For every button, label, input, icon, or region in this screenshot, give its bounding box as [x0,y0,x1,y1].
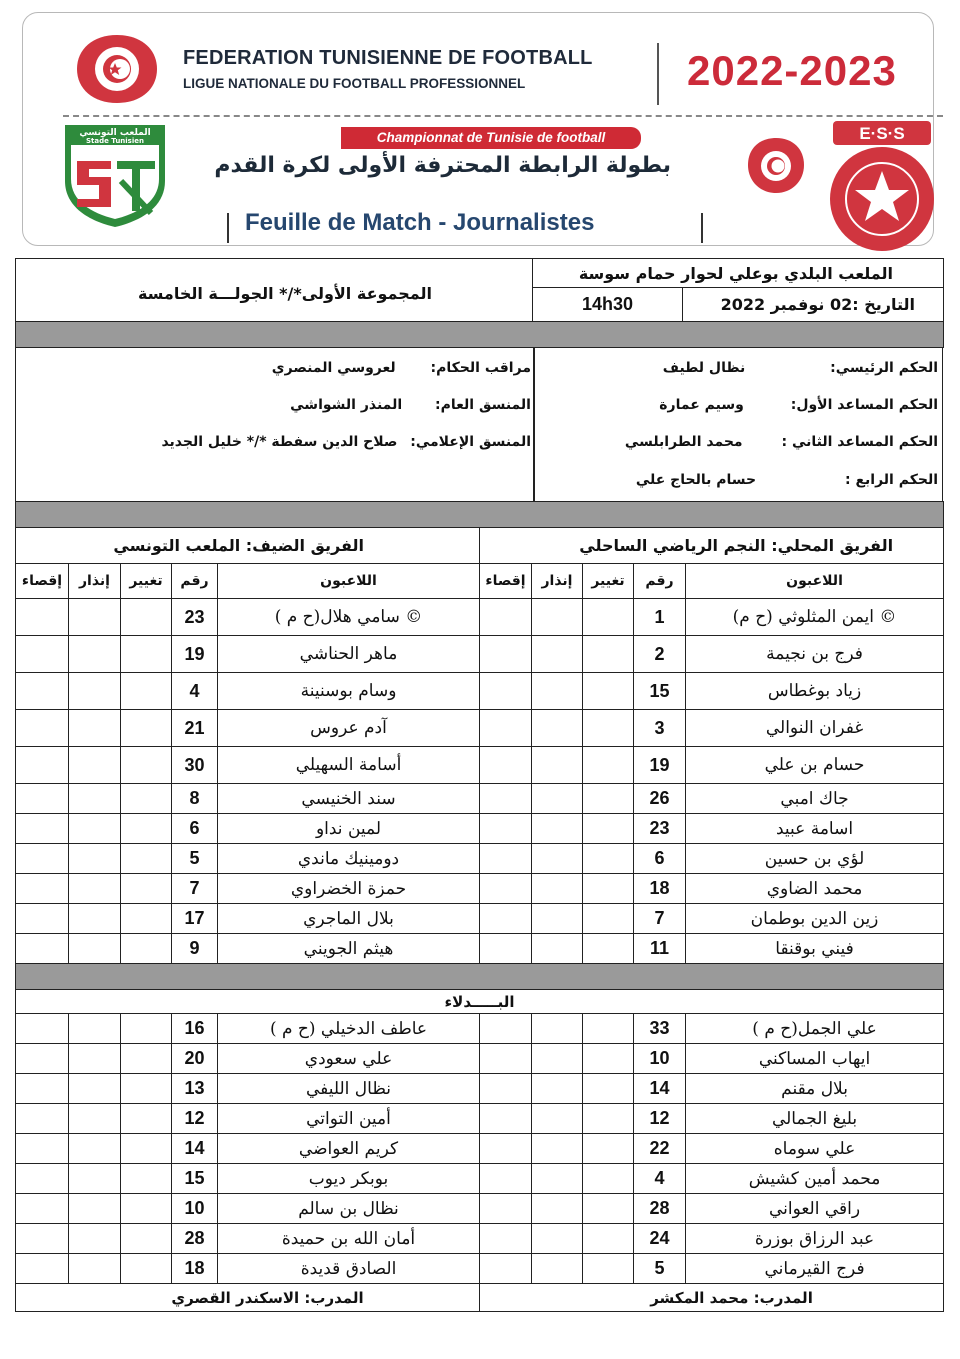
away-player-number: 10 [172,1194,218,1224]
empty-cell [16,1194,69,1224]
home-player-name: جاك امبي [686,784,944,814]
empty-cell [69,1134,121,1164]
column-header-warning: إنذار [69,564,121,599]
home-player-name: علي سوماه [686,1134,944,1164]
home-player-name: فرج بن نجيمة [686,636,944,673]
empty-cell [121,1224,172,1254]
official-row [538,360,938,376]
column-header-expulsion: إقصاء [16,564,69,599]
title-bar-right [701,213,703,243]
stadium: الملعب البلدي بوعلي لحوار حمام سوسة [533,259,944,288]
lineups-table [15,501,944,1312]
column-header-sub: تغيير [583,564,634,599]
federation-heading [183,47,593,91]
empty-cell [532,710,583,747]
empty-cell [121,784,172,814]
empty-cell [69,1044,121,1074]
away-logo-arabic: الملعب التونسي [79,128,151,138]
empty-cell [16,904,69,934]
empty-cell [121,904,172,934]
empty-cell [583,844,634,874]
away-player-number: 19 [172,636,218,673]
away-player-name: آدم عروس [218,710,480,747]
empty-cell [69,1164,121,1194]
separator-bar [16,502,944,528]
column-header-players: اللاعبون [686,564,944,599]
official-label: الحكم المساعد الثاني : [781,434,938,450]
empty-cell [16,784,69,814]
league-name: LIGUE NATIONALE DU FOOTBALL PROFESSIONNEL [183,76,526,91]
empty-cell [69,904,121,934]
separator-bar [16,964,944,990]
empty-cell [16,1164,69,1194]
empty-cell [16,1044,69,1074]
empty-cell [69,874,121,904]
away-team-title: الفريق الضيف: الملعب التونسي [16,528,480,564]
official-row [538,397,938,413]
home-player-number: 24 [634,1224,686,1254]
official-label: المنسق الإعلامي: [410,434,531,450]
away-logo-french: Stade Tunisien [86,137,144,145]
empty-cell [121,934,172,964]
home-player-name: فرج القيرماني [686,1254,944,1284]
empty-cell [69,784,121,814]
empty-cell [583,1224,634,1254]
home-player-name: ايمن المثلوثي (ح م) © [686,599,944,636]
table-row [16,1044,944,1074]
empty-cell [583,1104,634,1134]
empty-cell [16,636,69,673]
table-row [16,1134,944,1164]
away-player-name: أسامة السهيلي [218,747,480,784]
home-player-number: 28 [634,1194,686,1224]
empty-cell [583,1014,634,1044]
empty-cell [121,1074,172,1104]
empty-cell [532,747,583,784]
home-player-number: 12 [634,1104,686,1134]
away-player-number: 5 [172,844,218,874]
empty-cell [532,599,583,636]
empty-cell [480,1164,532,1194]
away-player-number: 21 [172,710,218,747]
coach-row [16,1284,944,1312]
empty-cell [532,1164,583,1194]
home-player-name: زياد بوغطاس [686,673,944,710]
home-player-name: اسامة عبيد [686,814,944,844]
home-player-name: حسام بن علي [686,747,944,784]
away-player-name: أمان الله بن حميدة [218,1224,480,1254]
empty-cell [480,710,532,747]
empty-cell [532,934,583,964]
empty-cell [121,874,172,904]
sheet-header [22,12,934,246]
championship-banner [181,125,741,195]
empty-cell [16,1104,69,1134]
table-row [16,784,944,814]
empty-cell [69,710,121,747]
empty-cell [532,673,583,710]
empty-cell [532,1014,583,1044]
empty-cell [121,747,172,784]
empty-cell [121,1194,172,1224]
empty-cell [69,1074,121,1104]
empty-cell [69,934,121,964]
kickoff-time: 14h30 [533,288,683,322]
column-header-number: رقم [172,564,218,599]
away-player-name: الصادق قديدة [218,1254,480,1284]
official-name: محمد الطرابلسي [624,434,743,450]
official-name: حسام بالحاج علي [635,472,757,488]
empty-cell [532,844,583,874]
away-player-name: هيثم الجويني [218,934,480,964]
empty-cell [121,636,172,673]
empty-cell [480,636,532,673]
empty-cell [69,1224,121,1254]
subs-title: البـــــدلاء [16,990,944,1014]
empty-cell [480,599,532,636]
empty-cell [480,1074,532,1104]
empty-cell [69,1104,121,1134]
away-player-number: 30 [172,747,218,784]
separator-row [16,964,944,990]
table-row [16,1074,944,1104]
title-bar-left [227,213,229,243]
empty-cell [16,844,69,874]
empty-cell [532,1044,583,1074]
empty-cell [121,1164,172,1194]
home-player-name: غفران النوالي [686,710,944,747]
home-player-name: ايهاب المساكني [686,1044,944,1074]
away-player-name: ماهر الحناشي [218,636,480,673]
empty-cell [69,814,121,844]
table-row [16,1014,944,1044]
season: 2022-2023 [687,47,897,94]
empty-cell [480,1044,532,1074]
etoile-sahel-logo-icon [815,121,949,253]
ftf-logo-icon [71,31,163,107]
empty-cell [480,874,532,904]
table-row [16,1224,944,1254]
column-header-row [16,564,944,599]
official-name: المنذر الشواشي [290,397,403,413]
home-player-name: محمد أمين كشيش [686,1164,944,1194]
away-player-number: 17 [172,904,218,934]
table-row [16,1164,944,1194]
empty-cell [16,1014,69,1044]
away-coach: المدرب: الاسكندر القصري [16,1284,480,1312]
empty-cell [16,874,69,904]
away-player-name: بوبكر ديوب [218,1164,480,1194]
subs-title-row [16,990,944,1014]
home-player-number: 26 [634,784,686,814]
official-name: صلاح الدين سفطة */* خليل الجديد [161,434,398,450]
away-player-number: 23 [172,599,218,636]
away-player-number: 6 [172,814,218,844]
home-player-name: لؤي بن حسين [686,844,944,874]
home-player-name: محمد الضاوي [686,874,944,904]
column-header-sub: تغيير [121,564,172,599]
home-team-title: الفريق المحلي: النجم الرياضي الساحلي [480,528,944,564]
away-player-number: 20 [172,1044,218,1074]
table-row [16,934,944,964]
championship-fr: Championnat de Tunisie de football [341,127,641,149]
empty-cell [480,1194,532,1224]
home-player-name: علي الجمل(ح م ) [686,1014,944,1044]
empty-cell [16,673,69,710]
away-player-number: 13 [172,1074,218,1104]
empty-cell [121,710,172,747]
empty-cell [532,814,583,844]
empty-cell [16,710,69,747]
empty-cell [480,747,532,784]
away-player-name: بلال الماجري [218,904,480,934]
away-player-name: سامي هلال(ح م ) © [218,599,480,636]
empty-cell [121,814,172,844]
home-player-number: 2 [634,636,686,673]
empty-cell [480,1134,532,1164]
empty-cell [583,1074,634,1104]
empty-cell [16,1254,69,1284]
away-player-name: سند الخنيسي [218,784,480,814]
empty-cell [480,1224,532,1254]
home-player-number: 1 [634,599,686,636]
away-player-name: أمين التواتي [218,1104,480,1134]
away-player-number: 28 [172,1224,218,1254]
empty-cell [583,1254,634,1284]
header-divider [657,43,659,105]
empty-cell [532,1194,583,1224]
empty-cell [121,673,172,710]
table-row [16,874,944,904]
table-row [16,1104,944,1134]
away-player-name: نظال الليفي [218,1074,480,1104]
home-player-name: بلال مقنم [686,1074,944,1104]
home-coach: المدرب: محمد المكشر [480,1284,944,1312]
official-row [538,434,938,450]
sheet-title: Feuille de Match - Journalistes [245,209,595,236]
empty-cell [583,1044,634,1074]
empty-cell [69,844,121,874]
empty-cell [121,1134,172,1164]
home-player-number: 10 [634,1044,686,1074]
away-player-number: 16 [172,1014,218,1044]
empty-cell [16,1134,69,1164]
official-name: نظال لطيف [662,360,746,376]
table-row [16,673,944,710]
empty-cell [121,599,172,636]
empty-cell [121,1044,172,1074]
empty-cell [69,1254,121,1284]
empty-cell [583,904,634,934]
table-row [16,636,944,673]
empty-cell [532,874,583,904]
empty-cell [121,1254,172,1284]
empty-cell [121,1014,172,1044]
official-label: الحكم الرابع : [845,472,938,488]
empty-cell [480,1104,532,1134]
empty-cell [16,599,69,636]
column-header-warning: إنذار [532,564,583,599]
empty-cell [480,1014,532,1044]
championship-ar: بطولة الرابطة المحترفة الأولى لكرة القدم [214,153,671,178]
table-row [16,904,944,934]
official-label: الحكم المساعد الأول: [790,397,938,413]
home-player-number: 4 [634,1164,686,1194]
home-player-number: 33 [634,1014,686,1044]
away-player-name: دومينيك ماندي [218,844,480,874]
empty-cell [583,1164,634,1194]
away-player-name: كريم العواضي [218,1134,480,1164]
empty-cell [532,904,583,934]
away-player-name: حمزة الخضراوي [218,874,480,904]
empty-cell [583,874,634,904]
away-player-name: لمين نداو [218,814,480,844]
empty-cell [69,636,121,673]
empty-cell [16,1224,69,1254]
empty-cell [69,673,121,710]
official-row [21,397,531,413]
empty-cell [16,934,69,964]
separator-bar [16,322,944,348]
away-player-name: علي سعودي [218,1044,480,1074]
column-header-number: رقم [634,564,686,599]
away-player-name: عاطف الدخيلي (ح م ) [218,1014,480,1044]
column-header-players: اللاعبون [218,564,480,599]
empty-cell [532,636,583,673]
column-header-expulsion: إقصاء [480,564,532,599]
ftf-small-logo-icon [745,135,807,197]
empty-cell [121,1104,172,1134]
away-player-number: 9 [172,934,218,964]
table-row [16,814,944,844]
away-player-number: 14 [172,1134,218,1164]
official-name: لعروسي المنصري [271,360,396,376]
official-row [21,360,531,376]
match-date: التاريخ :02 نوفمبر 2022 [683,288,944,322]
team-title-row [16,528,944,564]
empty-cell [480,844,532,874]
empty-cell [480,904,532,934]
empty-cell [69,599,121,636]
home-player-name: راقي العواني [686,1194,944,1224]
empty-cell [69,747,121,784]
empty-cell [480,1254,532,1284]
official-row [21,434,531,450]
table-row [16,844,944,874]
empty-cell [583,1134,634,1164]
official-row [538,472,938,488]
official-name: وسيم عمارة [659,397,744,413]
home-player-number: 6 [634,844,686,874]
empty-cell [583,784,634,814]
empty-cell [583,1194,634,1224]
home-player-number: 14 [634,1074,686,1104]
empty-cell [480,934,532,964]
empty-cell [121,844,172,874]
away-player-number: 15 [172,1164,218,1194]
stade-tunisien-logo-icon [61,121,169,229]
empty-cell [583,673,634,710]
empty-cell [16,814,69,844]
officials-section [15,348,943,502]
away-player-number: 8 [172,784,218,814]
home-player-number: 18 [634,874,686,904]
empty-cell [532,1254,583,1284]
away-player-name: وسام بوسنينة [218,673,480,710]
dashed-divider [63,115,943,117]
empty-cell [532,1104,583,1134]
away-player-name: نظال بن سالم [218,1194,480,1224]
home-player-name: بليغ الجمالي [686,1104,944,1134]
table-row [16,747,944,784]
table-row [16,599,944,636]
empty-cell [480,814,532,844]
home-logo-text: E·S·S [859,124,905,143]
round-info: المجموعة الأولى*/* الجولـــة الخامسة [16,259,533,322]
empty-cell [583,599,634,636]
home-player-name: عبد الرزاق بوزرة [686,1224,944,1254]
empty-cell [69,1014,121,1044]
official-label: المنسق العام: [435,397,531,413]
empty-cell [480,784,532,814]
away-player-number: 18 [172,1254,218,1284]
home-player-number: 22 [634,1134,686,1164]
separator-row [16,502,944,528]
home-player-name: زين الدين بوطمان [686,904,944,934]
empty-cell [583,636,634,673]
home-player-number: 23 [634,814,686,844]
match-info-table [15,258,944,348]
home-player-number: 3 [634,710,686,747]
home-player-number: 19 [634,747,686,784]
table-row [16,1194,944,1224]
empty-cell [16,1074,69,1104]
official-label: مراقب الحكام: [430,360,531,376]
empty-cell [583,934,634,964]
officials-left [16,348,533,501]
empty-cell [16,747,69,784]
empty-cell [583,710,634,747]
away-player-number: 4 [172,673,218,710]
official-label: الحكم الرئيسي: [830,360,938,376]
home-player-number: 5 [634,1254,686,1284]
empty-cell [532,1074,583,1104]
table-row [16,710,944,747]
away-player-number: 7 [172,874,218,904]
home-player-number: 7 [634,904,686,934]
home-player-number: 15 [634,673,686,710]
empty-cell [583,747,634,784]
away-player-number: 12 [172,1104,218,1134]
home-player-name: فيني بوقنقا [686,934,944,964]
officials-right [535,348,940,501]
empty-cell [532,784,583,814]
empty-cell [532,1134,583,1164]
empty-cell [69,1194,121,1224]
federation-name: FEDERATION TUNISIENNE DE FOOTBALL [183,47,593,69]
empty-cell [480,673,532,710]
home-player-number: 11 [634,934,686,964]
empty-cell [532,1224,583,1254]
empty-cell [583,814,634,844]
table-row [16,1254,944,1284]
